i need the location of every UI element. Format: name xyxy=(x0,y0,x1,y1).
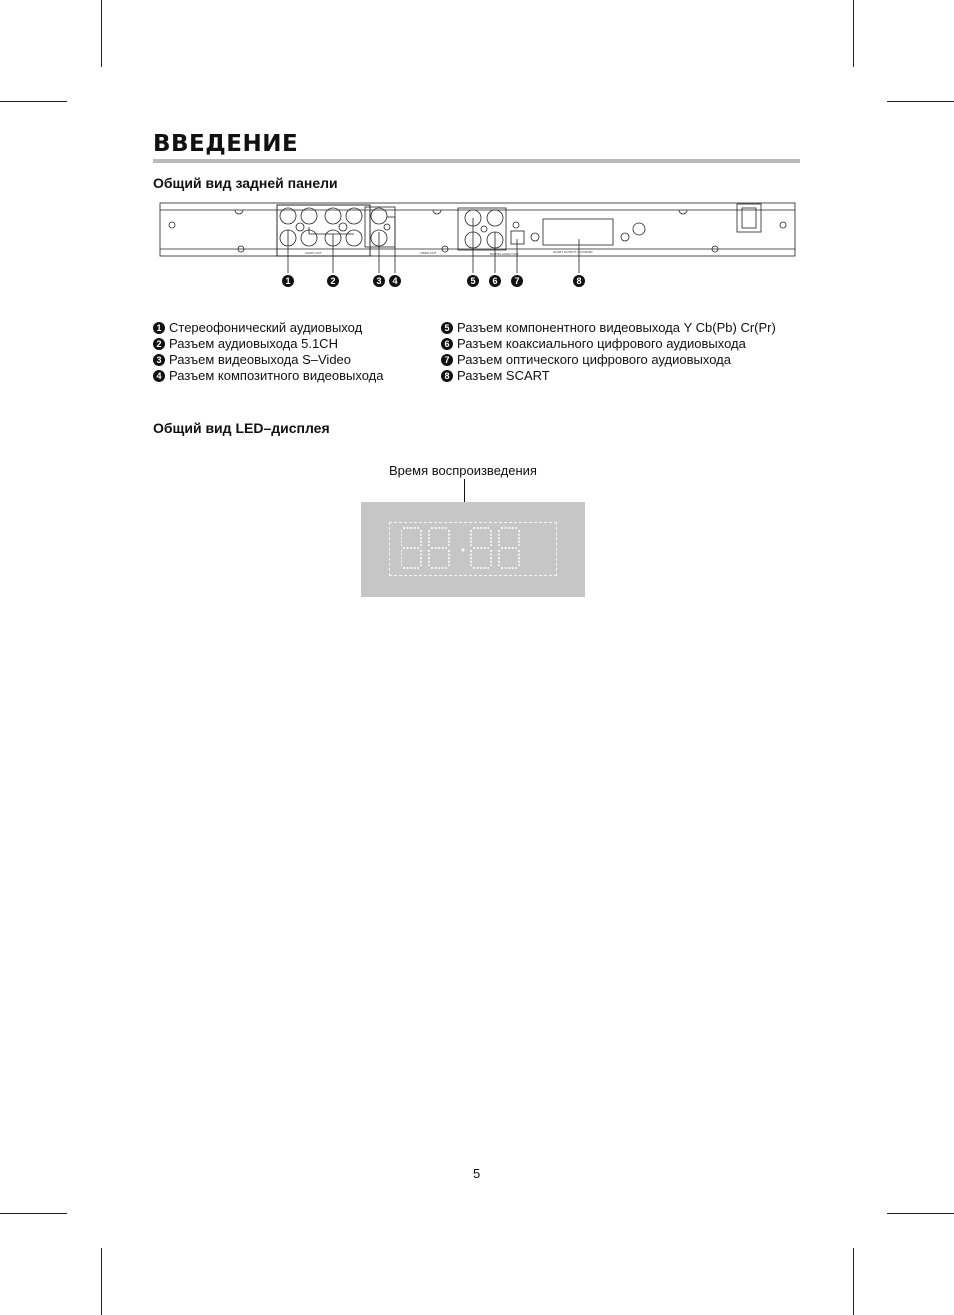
callout-marker: 1 xyxy=(282,275,294,287)
led-heading: Общий вид LED–дисплея xyxy=(153,420,330,436)
legend-item xyxy=(153,352,384,368)
legend-text: Стереофонический аудиовыход xyxy=(169,320,363,335)
title-rule xyxy=(153,159,800,163)
page-title: ВВЕДЕНИЕ xyxy=(153,131,299,157)
legend-number: 2 xyxy=(153,338,165,350)
legend-left xyxy=(153,320,384,384)
svg-text:VIDEO OUT: VIDEO OUT xyxy=(420,251,437,255)
crop-mark xyxy=(853,0,854,67)
legend-item xyxy=(441,336,776,352)
legend-text: Разъем композитного видеовыхода xyxy=(169,368,384,383)
legend-item xyxy=(153,336,384,352)
legend-item xyxy=(153,320,384,336)
crop-mark xyxy=(853,1248,854,1315)
legend-item xyxy=(441,320,776,336)
callout-marker: 5 xyxy=(467,275,479,287)
legend-item xyxy=(153,368,384,384)
led-colon-dot xyxy=(461,548,464,551)
legend-number: 8 xyxy=(441,370,453,382)
svg-text:SCART OUTPUT (YUV/RGB): SCART OUTPUT (YUV/RGB) xyxy=(553,250,593,254)
legend-text: Разъем SCART xyxy=(457,368,550,383)
legend-text: Разъем видеовыхода S–Video xyxy=(169,352,352,367)
legend-item xyxy=(441,368,776,384)
crop-mark xyxy=(0,101,67,102)
crop-mark xyxy=(887,1213,954,1214)
rear-panel-heading: Общий вид задней панели xyxy=(153,175,338,191)
legend-number: 7 xyxy=(441,354,453,366)
crop-mark xyxy=(101,1248,102,1315)
legend-number: 1 xyxy=(153,322,165,334)
svg-text:AUDIO OUT: AUDIO OUT xyxy=(305,251,322,255)
led-display xyxy=(361,502,585,597)
legend-item xyxy=(441,352,776,368)
crop-mark xyxy=(0,1213,67,1214)
legend-text: Разъем аудиовыхода 5.1CH xyxy=(169,336,338,351)
legend-number: 4 xyxy=(153,370,165,382)
callout-marker: 4 xyxy=(389,275,401,287)
callout-marker: 8 xyxy=(573,275,585,287)
callout-marker: 2 xyxy=(327,275,339,287)
svg-text:DIGITAL AUDIO OUT: DIGITAL AUDIO OUT xyxy=(490,252,519,256)
crop-mark xyxy=(887,101,954,102)
legend-number: 6 xyxy=(441,338,453,350)
legend-text: Разъем оптического цифрового аудиовыхода xyxy=(457,352,731,367)
legend-right xyxy=(441,320,776,384)
page-number: 5 xyxy=(473,1166,481,1181)
legend-number: 5 xyxy=(441,322,453,334)
legend-text: Разъем коаксиального цифрового аудиовыхода xyxy=(457,336,746,351)
callout-marker: 7 xyxy=(511,275,523,287)
crop-mark xyxy=(101,0,102,67)
legend-number: 3 xyxy=(153,354,165,366)
led-label: Время воспроизведения xyxy=(389,463,537,478)
legend-text: Разъем компонентного видеовыхода Y Cb(Pb) Cr(Pr) xyxy=(457,320,776,335)
callout-marker: 3 xyxy=(373,275,385,287)
callout-marker: 6 xyxy=(489,275,501,287)
led-digits xyxy=(401,527,551,573)
